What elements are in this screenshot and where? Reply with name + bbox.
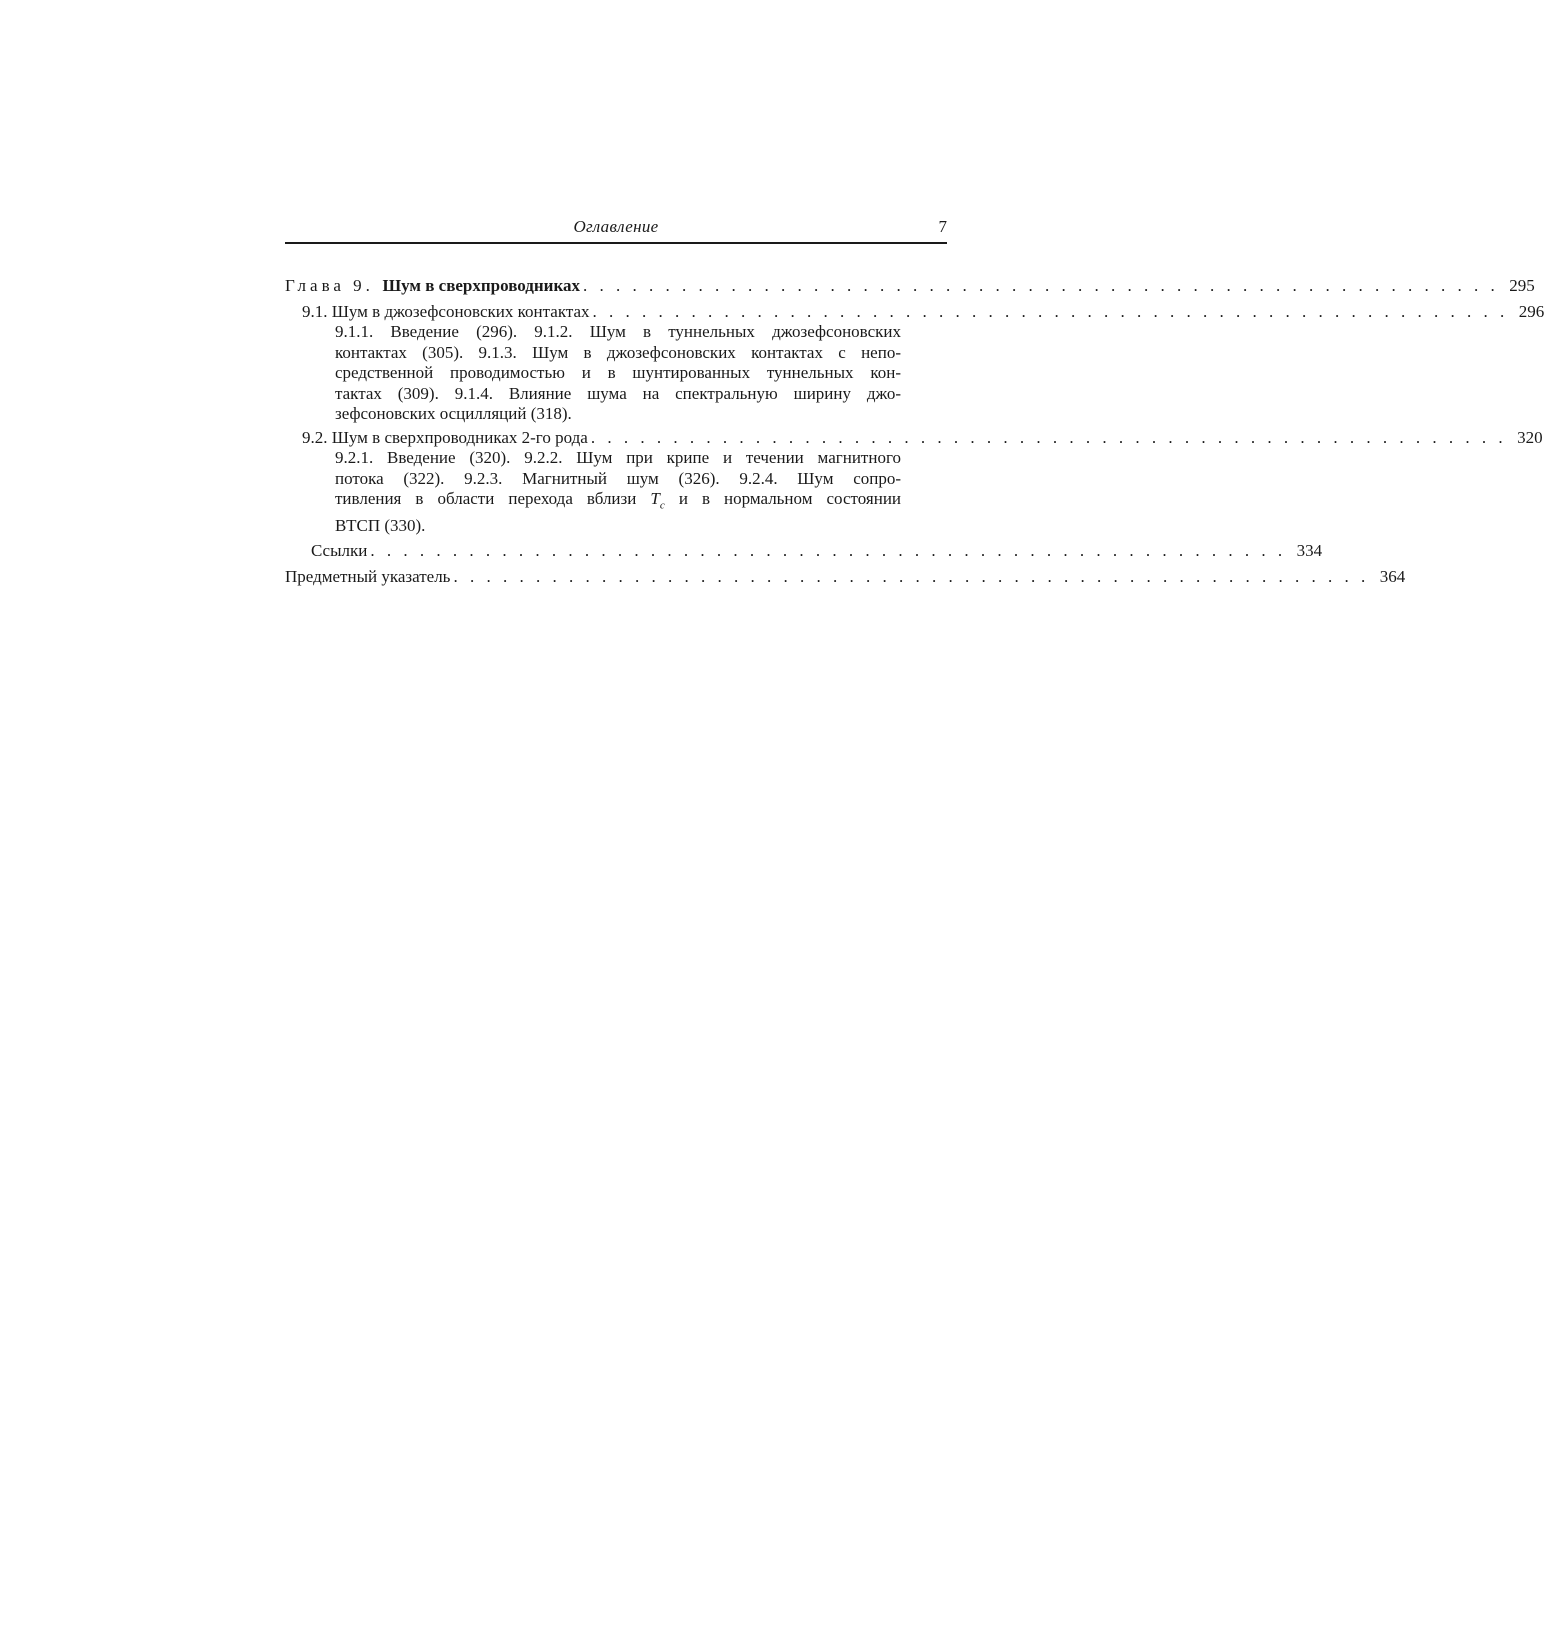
page-number: 7 <box>938 217 947 236</box>
references-page-number: 334 <box>1296 541 1323 561</box>
subentry-text: и в нормальном состоянии <box>678 489 902 508</box>
subentry-line: контактах (305). 9.1.3. Шум в джозефсоновских контактах с непо- <box>335 342 901 362</box>
subentry-line: зефсоновских осцилляций (318). <box>335 404 572 423</box>
running-head <box>285 216 947 244</box>
dot-leader: . . . . . . . . . . . . . . . . . . . . . . . . . . . . . . . . . . . . . . . . . . . . . . . . . . . . . . . . <box>590 427 1507 447</box>
tc-letter: T <box>650 489 660 508</box>
section-subentries <box>285 448 901 536</box>
dot-leader: . . . . . . . . . . . . . . . . . . . . . . . . . . . . . . . . . . . . . . . . . . . . . . . . . . . . . . . . <box>592 301 1509 321</box>
toc-index-entry[interactable] <box>285 566 1406 588</box>
subentry-line-with-symbol <box>335 489 901 516</box>
chapter-page-number: 295 <box>1509 276 1535 295</box>
toc-references-entry[interactable] <box>285 541 1323 562</box>
tc-symbol <box>650 489 665 512</box>
subentry-text: тивления в области перехода вблизи <box>335 489 637 508</box>
index-label: Предметный указатель <box>285 566 451 586</box>
dot-leader: . . . . . . . . . . . . . . . . . . . . . . . . . . . . . . . . . . . . . . . . . . . . . . . . . . . . . . . . <box>583 276 1499 295</box>
tc-subscript: c <box>659 499 665 512</box>
subentry-line: тактах (309). 9.1.4. Влияние шума на спектральную ширину джо- <box>335 383 901 403</box>
section-page-number: 320 <box>1517 427 1543 447</box>
section-page-number: 296 <box>1518 301 1544 321</box>
toc-section-entry[interactable] <box>285 427 1543 449</box>
chapter-prefix: Глава 9. <box>285 276 374 295</box>
table-of-contents <box>285 276 1544 587</box>
index-page-number: 364 <box>1379 566 1406 586</box>
chapter-title: Шум в сверхпроводниках <box>382 276 580 295</box>
running-head-title: Оглавление <box>573 217 659 236</box>
subentry-line: потока (322). 9.2.3. Магнитный шум (326). 9.2.4. Шум сопро- <box>335 468 901 488</box>
subentry-line: 9.1.1. Введение (296). 9.1.2. Шум в туннельных джозефсоновских <box>335 322 901 341</box>
book-page <box>285 216 1544 587</box>
dot-leader: . . . . . . . . . . . . . . . . . . . . . . . . . . . . . . . . . . . . . . . . . . . . . . . . . . . . . . . . <box>370 541 1287 561</box>
chapter-label <box>285 276 580 297</box>
section-subentries <box>285 322 901 425</box>
references-label: Ссылки <box>311 541 368 561</box>
dot-leader: . . . . . . . . . . . . . . . . . . . . . . . . . . . . . . . . . . . . . . . . . . . . . . . . . . . . . . . . <box>453 566 1370 586</box>
toc-chapter-entry[interactable] <box>285 276 1535 297</box>
subentry-line: 9.2.1. Введение (320). 9.2.2. Шум при крипе и течении магнитного <box>335 448 901 467</box>
section-label: 9.1. Шум в джозефсоновских контактах <box>302 301 590 321</box>
section-label: 9.2. Шум в сверхпроводниках 2-го рода <box>302 427 588 447</box>
toc-section-entry[interactable] <box>285 301 1544 323</box>
subentry-line: средственной проводимостью и в шунтированных туннельных кон- <box>335 363 901 382</box>
subentry-line: ВТСП (330). <box>335 515 426 535</box>
